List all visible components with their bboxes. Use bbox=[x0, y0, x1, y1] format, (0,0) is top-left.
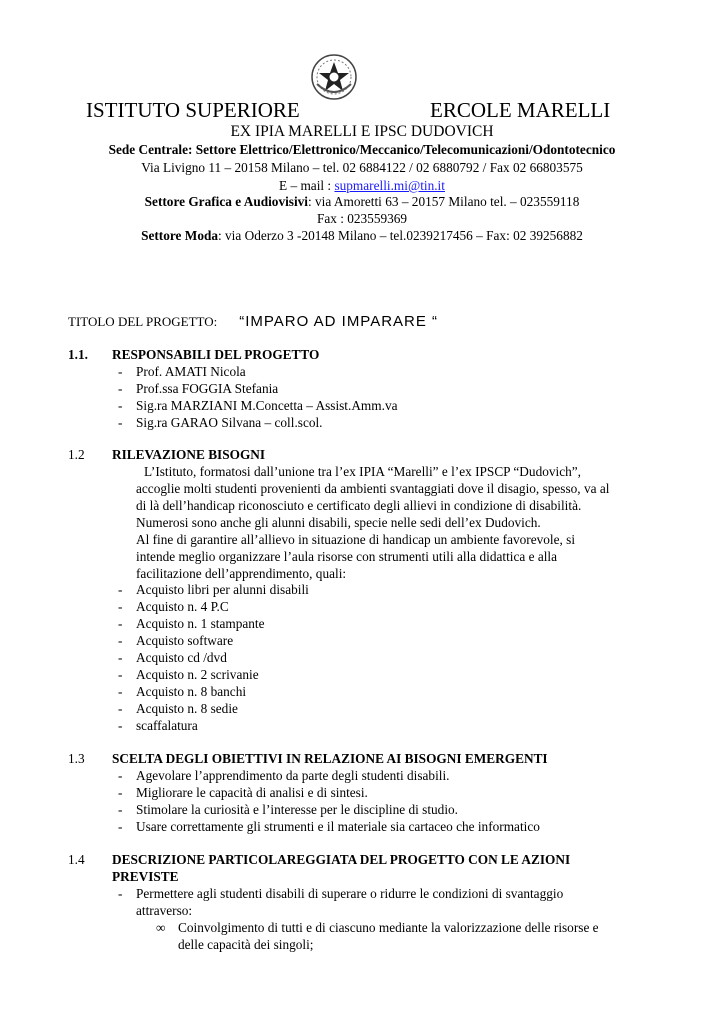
section-heading: RILEVAZIONE BISOGNI bbox=[112, 447, 266, 462]
section-number: 1.2 bbox=[68, 447, 85, 462]
moda-line: Settore Moda: via Oderzo 3 -20148 Milano – tel.0239217456 – Fax: 02 39256882 bbox=[141, 228, 583, 243]
list-item: - Stimolare la curiosità e l’interesse per le discipline di studio. bbox=[112, 801, 540, 818]
list-item: - Acquisto n. 8 sedie bbox=[112, 700, 309, 717]
list-item: - Sig.ra MARZIANI M.Concetta – Assist.Amm.va bbox=[112, 397, 398, 414]
list-item: - Prof.ssa FOGGIA Stefania bbox=[112, 380, 398, 397]
institute-dedication: ERCOLE MARELLI bbox=[430, 98, 611, 122]
institute-title bbox=[0, 95, 724, 125]
acquisti-list bbox=[112, 581, 309, 734]
list-item: - Permettere agli studenti disabili di superare o ridurre le condizioni di svantaggio attraverso: bbox=[112, 885, 672, 919]
project-title-label: TITOLO DEL PROGETTO: bbox=[68, 314, 218, 329]
list-item: - Prof. AMATI Nicola bbox=[112, 363, 398, 380]
paragraph-line: intende meglio organizzare l’aula risorse con strumenti utili alla didattica e alla bbox=[136, 549, 558, 564]
list-item: - Acquisto n. 4 P.C bbox=[112, 598, 309, 615]
paragraph-line: Al fine di garantire all’allievo in situazione di handicap un ambiente favorevole, si bbox=[136, 532, 576, 547]
institute-name: ISTITUTO SUPERIORE bbox=[86, 98, 300, 122]
section-number: 1.1. bbox=[68, 347, 88, 362]
grafica-fax: Fax : 023559369 bbox=[316, 211, 408, 226]
paragraph-line: di là dell’handicap riconosciuto e certificato degli allievi in condizione di disabilità. bbox=[136, 498, 582, 513]
section-heading: SCELTA DEGLI OBIETTIVI IN RELAZIONE AI BISOGNI EMERGENTI bbox=[112, 751, 548, 766]
paragraph-line: accoglie molti studenti provenienti da ambienti svantaggiati dove il disagio, spesso, va al bbox=[136, 481, 610, 496]
sub-list-item: ∞ Coinvolgimento di tutti e di ciascuno mediante la valorizzazione delle risorse e delle capacità dei singoli; bbox=[156, 920, 599, 952]
list-item: - Usare correttamente gli strumenti e il materiale sia cartaceo che informatico bbox=[112, 818, 540, 835]
list-item: - Acquisto libri per alunni disabili bbox=[112, 581, 309, 598]
paragraph-line: facilitazione dell’apprendimento, quali: bbox=[136, 566, 347, 581]
list-item: - Acquisto software bbox=[112, 632, 309, 649]
responsabili-list bbox=[112, 363, 398, 431]
paragraph-line: L’Istituto, formatosi dall’unione tra l’ex IPIA “Marelli” e l’ex IPSCP “Dudovich”, bbox=[144, 464, 581, 479]
section-number: 1.3 bbox=[68, 751, 85, 766]
list-item: - Acquisto n. 8 banchi bbox=[112, 683, 309, 700]
list-item: - Sig.ra GARAO Silvana – coll.scol. bbox=[112, 414, 398, 431]
list-item: - scaffalatura bbox=[112, 717, 309, 734]
section-heading: DESCRIZIONE PARTICOLAREGGIATA DEL PROGETTO CON LE AZIONI PREVISTE bbox=[112, 852, 571, 884]
bisogni-paragraph bbox=[136, 463, 676, 582]
list-item: - Acquisto n. 2 scrivanie bbox=[112, 666, 309, 683]
project-title bbox=[68, 312, 438, 332]
paragraph-line: Numerosi sono anche gli alunni disabili, specie nelle sedi dell’ex Dudovich. bbox=[136, 515, 541, 530]
section-number: 1.4 bbox=[68, 852, 85, 867]
sede-centrale: Sede Centrale: Settore Elettrico/Elettronico/Meccanico/Telecomunicazioni/Odontotecnico bbox=[108, 142, 616, 157]
list-item: - Agevolare l’apprendimento da parte degli studenti disabili. bbox=[112, 767, 540, 784]
azioni-list bbox=[112, 885, 672, 953]
email-line: E – mail : supmarelli.mi@tin.it bbox=[279, 178, 445, 193]
email-link[interactable]: supmarelli.mi@tin.it bbox=[334, 178, 445, 193]
list-item: - Acquisto cd /dvd bbox=[112, 649, 309, 666]
project-title-value: “IMPARO AD IMPARARE “ bbox=[239, 313, 439, 330]
list-item: - Acquisto n. 1 stampante bbox=[112, 615, 309, 632]
list-item: - Migliorare le capacità di analisi e di sintesi. bbox=[112, 784, 540, 801]
grafica-line: Settore Grafica e Audiovisivi: via Amoretti 63 – 20157 Milano tel. – 023559118 bbox=[144, 194, 580, 209]
obiettivi-list bbox=[112, 767, 540, 835]
sede-address: Via Livigno 11 – 20158 Milano – tel. 02 6884122 / 02 6880792 / Fax 02 66803575 bbox=[141, 160, 583, 175]
infinity-bullet-icon: ∞ bbox=[156, 920, 166, 935]
institute-subtitle: EX IPIA MARELLI E IPSC DUDOVICH bbox=[230, 123, 494, 140]
section-heading: RESPONSABILI DEL PROGETTO bbox=[112, 347, 320, 362]
